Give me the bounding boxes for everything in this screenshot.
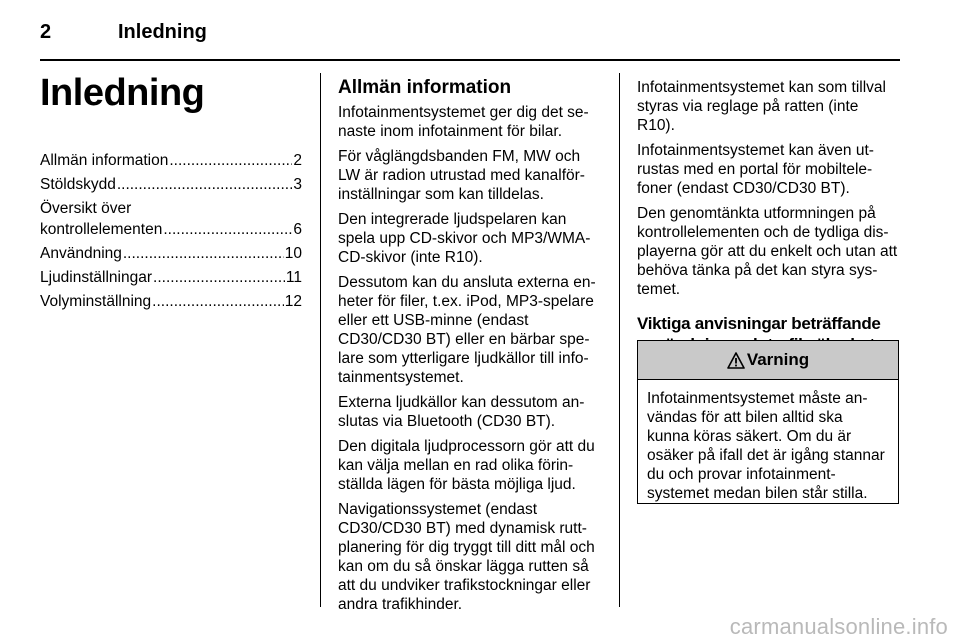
toc-label: Ljudinställningar xyxy=(40,269,153,286)
paragraph: Den genomtänkta utformningen på kontrollelementen och de tydliga dis- playerna gör att du enkelt och utan att behöva tänka på det kan styra sys- temet. xyxy=(637,205,898,298)
toc-leader-dots xyxy=(163,219,292,240)
table-of-contents xyxy=(40,150,302,315)
toc-label: Stöldskydd xyxy=(40,176,116,193)
toc-label: Allmän information xyxy=(40,152,169,169)
toc-page-number: 11 xyxy=(285,269,302,286)
paragraph: Navigationssystemet (endast CD30/CD30 BT) med dynamisk rutt- planering för dig tryggt till ditt mål och kan om du så önskar lägga rutten så att du undviker trafikstockningar eller andra trafikhinder. xyxy=(338,501,595,613)
page-header xyxy=(40,18,900,46)
toc-item-allman-information[interactable] xyxy=(40,150,302,171)
toc-page-number: 6 xyxy=(293,221,302,238)
toc-item-oversikt[interactable] xyxy=(40,198,302,240)
middle-column xyxy=(338,77,604,620)
paragraph: Infotainmentsystemet kan som tillval styras via reglage på ratten (inte R10). xyxy=(637,79,886,134)
header-rule xyxy=(40,59,900,61)
subsection-heading: Viktiga anvisningar beträffande xyxy=(637,314,881,333)
toc-page-number: 12 xyxy=(284,293,302,310)
paragraph: Den integrerade ljudspelaren kan spela upp CD-skivor och MP3/WMA- CD-skivor (inte R10). xyxy=(338,211,591,266)
toc-page-number: 10 xyxy=(284,245,302,262)
paragraph: För våglängdsbanden FM, MW och LW är radion utrustad med kanalför- inställningar som kan tilldelas. xyxy=(338,148,585,203)
paragraph: Externa ljudkällor kan dessutom an- slutas via Bluetooth (CD30 BT). xyxy=(338,394,585,430)
toc-item-ljudinstallningar[interactable] xyxy=(40,267,302,288)
toc-item-volyminstallning[interactable] xyxy=(40,291,302,312)
warning-triangle-icon xyxy=(727,352,745,369)
toc-label: Användning xyxy=(40,245,122,262)
section-heading: Allmän information xyxy=(338,77,512,98)
running-title: Inledning xyxy=(118,21,207,43)
toc-page-number: 3 xyxy=(293,176,302,193)
toc-leader-dots xyxy=(153,267,285,288)
watermark: carmanualsonline.info xyxy=(729,614,948,639)
column-divider-right xyxy=(619,73,620,607)
toc-label: Översikt över kontrollelementen xyxy=(40,200,163,238)
toc-label: Volyminställning xyxy=(40,293,152,310)
warning-title: Varning xyxy=(746,350,810,369)
right-column xyxy=(637,78,903,363)
toc-leader-dots xyxy=(123,243,284,264)
column-divider-left xyxy=(320,73,321,607)
paragraph: Den digitala ljudprocessorn gör att du kan välja mellan en rad olika förin- ställda lägen för bästa möjliga ljud. xyxy=(338,438,595,493)
chapter-title: Inledning xyxy=(40,72,205,114)
toc-leader-dots xyxy=(117,174,293,195)
warning-header xyxy=(638,341,898,380)
warning-box xyxy=(637,340,899,504)
paragraph: Dessutom kan du ansluta externa en- heter för filer, t.ex. iPod, MP3-spelare eller ett USB-minne (endast CD30/CD30 BT) eller en bärbar spe- lare som ytterligare ljudkällor till info- tainmentsystemet. xyxy=(338,274,596,386)
toc-page-number: 2 xyxy=(293,152,302,169)
toc-item-anvandning[interactable] xyxy=(40,243,302,264)
paragraph: Infotainmentsystemet kan även ut- rustas med en portal för mobiltele- foner (endast CD30/CD30 BT). xyxy=(637,142,874,197)
toc-item-stoldskydd[interactable] xyxy=(40,174,302,195)
toc-leader-dots xyxy=(169,150,292,171)
page-number: 2 xyxy=(40,21,52,43)
paragraph: Infotainmentsystemet ger dig det se- naste inom infotainment för bilar. xyxy=(338,104,589,140)
warning-text: Infotainmentsystemet måste an- vändas för att bilen alltid ska kunna köras säkert. Om du är osäker på ifall det är igång stannar du och provar infotainment- systemet medan bilen står stilla. xyxy=(647,390,885,502)
toc-leader-dots xyxy=(152,291,284,312)
